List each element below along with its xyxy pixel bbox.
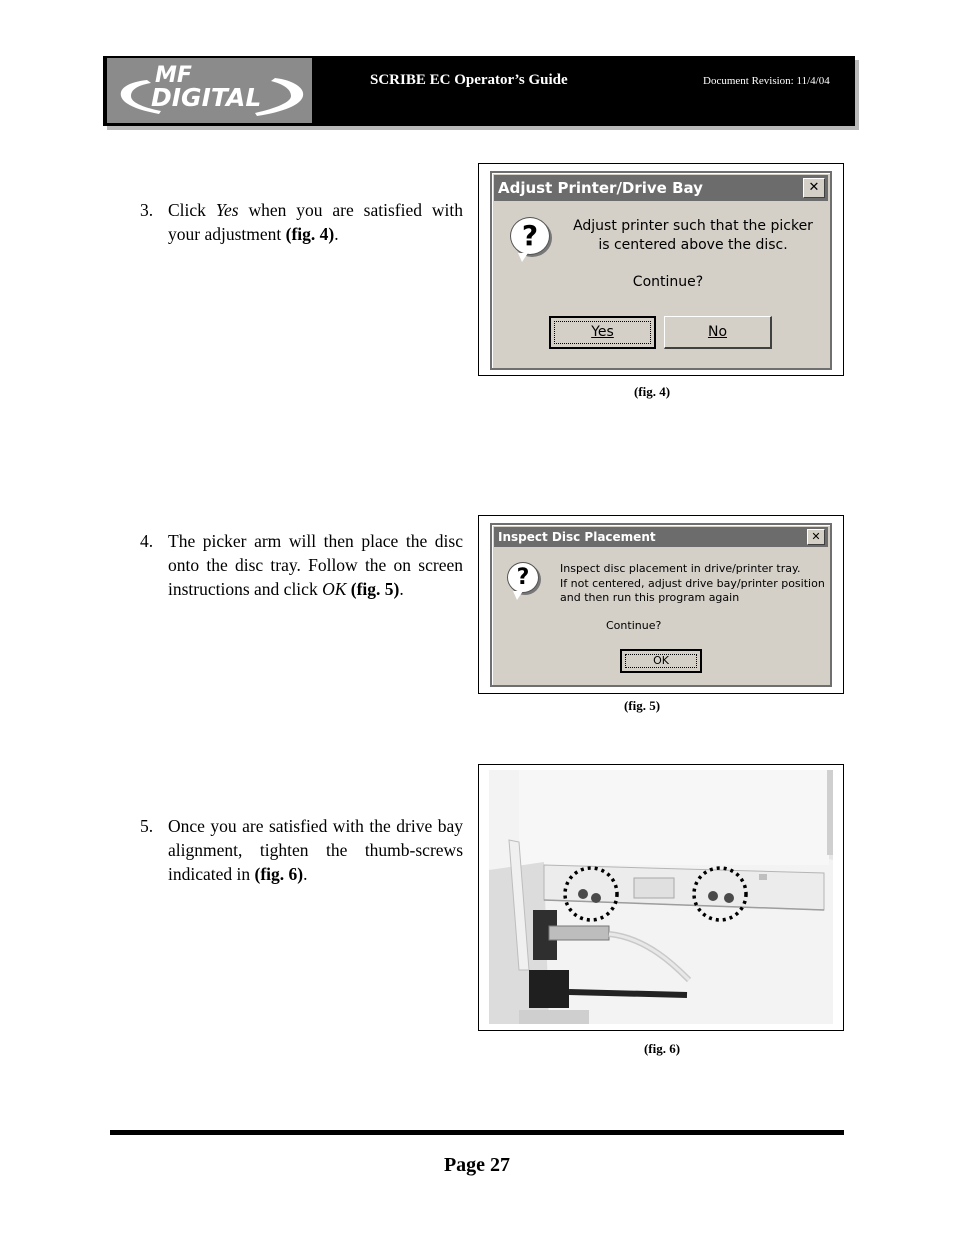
inspect-disc-dialog [490,523,832,687]
dialog-question: Continue? [632,274,704,290]
step-3 [140,198,463,246]
fig-5-caption: (fig. 5) [623,698,661,713]
figure-4 [478,163,844,376]
dialog-message: Adjust printer such that the picker is centered above the disc. [573,218,813,253]
step-text: The picker arm will then place the disc onto the disc tray. Follow the on screen instructions and click OK (fig. 5). [168,531,463,599]
ok-button[interactable]: OK [620,649,702,673]
figure-6 [478,764,844,1031]
page-header [103,56,855,126]
step-number: 3. [140,200,154,220]
dialog-title: Inspect Disc Placement [498,530,656,544]
guide-title: SCRIBE EC Operator’s Guide [370,72,568,88]
question-icon-tail [513,591,523,600]
adjust-printer-dialog [490,171,832,370]
figure-5 [478,515,844,694]
footer-rule [110,1130,844,1135]
dialog-titlebar [494,175,828,201]
yes-button[interactable]: Yes [549,316,656,349]
step-5 [140,814,463,886]
no-button[interactable]: No [664,316,772,349]
question-icon: ? [510,217,550,255]
mf-digital-logo [107,58,312,123]
dialog-question: Continue? [606,619,662,632]
page-number: Page 27 [443,1154,511,1176]
fig-6-caption: (fig. 6) [643,1041,681,1056]
dialog-titlebar [494,527,828,547]
document-revision: Document Revision: 11/4/04 [703,75,830,87]
dialog-message: Inspect disc placement in drive/printer tray. If not centered, adjust drive bay/printer position and then run this program again [560,562,825,604]
svg-text:MF: MF [155,63,192,88]
step-text: Once you are satisfied with the drive bay alignment, tighten the thumb-screws indicated in (fig. 6). [168,816,463,884]
fig-4-caption: (fig. 4) [633,384,671,399]
question-icon: ? [507,562,539,593]
step-number: 4. [140,531,154,551]
close-icon[interactable]: ✕ [807,529,825,545]
question-icon-tail [518,253,528,262]
step-number: 5. [140,816,154,836]
dialog-title: Adjust Printer/Drive Bay [498,179,703,197]
step-text: Click Yes when you are satisfied with your adjustment (fig. 4). [168,200,464,244]
step-4 [140,529,463,601]
svg-text:DIGITAL: DIGITAL [151,83,262,112]
close-icon[interactable]: ✕ [803,178,825,198]
drive-bay-photo [489,770,833,1024]
